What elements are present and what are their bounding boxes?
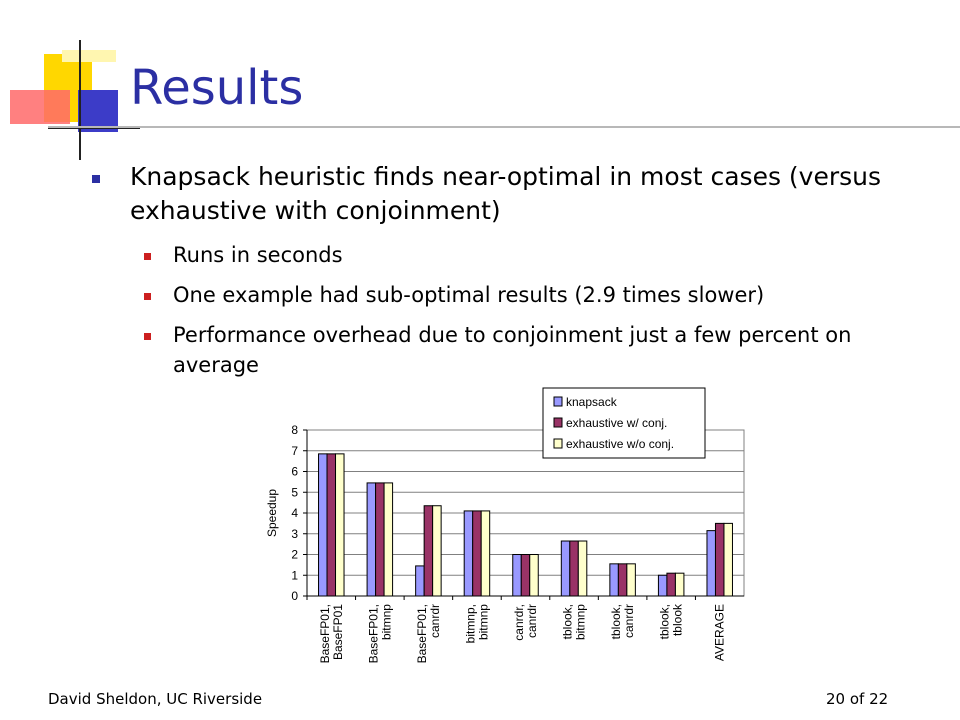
legend-label: exhaustive w/ conj. xyxy=(566,416,668,430)
y-tick-label: 1 xyxy=(291,568,298,583)
y-tick-label: 2 xyxy=(291,547,298,562)
y-tick-label: 6 xyxy=(291,464,298,479)
bar-exhaustive-w-o-conj- xyxy=(384,483,393,596)
legend-swatch xyxy=(554,397,562,406)
bar-exhaustive-w-conj- xyxy=(521,555,530,597)
footer-page-number: 20 of 22 xyxy=(826,690,889,708)
y-axis-label: Speedup xyxy=(265,488,279,538)
x-category-label: BaseFP01, xyxy=(366,604,381,664)
x-category-label: tblook xyxy=(670,604,685,637)
x-category-label: bitmnp xyxy=(379,604,394,641)
bar-exhaustive-w-o-conj- xyxy=(433,506,442,596)
bar-exhaustive-w-conj- xyxy=(327,454,336,596)
sub-bullet-3: Performance overhead due to conjoinment just a few percent on average xyxy=(173,323,852,377)
bar-knapsack xyxy=(610,564,619,596)
x-category-label: tblook, xyxy=(609,604,624,640)
bar-exhaustive-w-o-conj- xyxy=(675,573,684,596)
x-category-label: canrdr xyxy=(427,604,442,639)
bar-knapsack xyxy=(707,531,716,596)
bar-knapsack xyxy=(513,555,522,597)
x-category-label: BaseFP01, xyxy=(414,604,429,664)
x-category-label: tblook, xyxy=(657,604,672,640)
footer-author: David Sheldon, UC Riverside xyxy=(48,690,263,708)
legend-label: exhaustive w/o conj. xyxy=(566,437,675,451)
bar-exhaustive-w-conj- xyxy=(618,564,627,596)
x-category-label: canrdr xyxy=(525,604,539,639)
x-category-label: BaseFP01, xyxy=(317,604,332,664)
bar-knapsack xyxy=(464,511,473,596)
bar-exhaustive-w-conj- xyxy=(715,523,724,596)
sub-bullet-1: Runs in seconds xyxy=(173,243,343,267)
bar-exhaustive-w-o-conj- xyxy=(530,555,539,597)
bar-exhaustive-w-o-conj- xyxy=(481,511,490,596)
slide-title: Results xyxy=(130,60,304,116)
bar-knapsack xyxy=(367,483,376,596)
x-category-label: canrdr xyxy=(622,604,637,639)
bar-exhaustive-w-o-conj- xyxy=(578,541,587,596)
bar-exhaustive-w-conj- xyxy=(424,506,433,596)
y-tick-label: 5 xyxy=(291,485,298,500)
bar-exhaustive-w-conj- xyxy=(570,541,579,596)
sub-bullet-2: One example had sub-optimal results (2.9 times slower) xyxy=(173,283,765,307)
x-category-label: canrdr, xyxy=(512,604,526,641)
y-tick-label: 8 xyxy=(291,423,298,437)
bar-exhaustive-w-o-conj- xyxy=(627,564,636,596)
y-tick-label: 4 xyxy=(291,506,298,520)
bar-exhaustive-w-conj- xyxy=(376,483,385,596)
bar-exhaustive-w-conj- xyxy=(473,511,482,596)
legend-swatch xyxy=(554,439,562,448)
legend-label: knapsack xyxy=(566,395,617,409)
x-category-label: AVERAGE xyxy=(712,604,727,662)
y-tick-label: 3 xyxy=(291,526,298,541)
x-category-label: bitmnp xyxy=(573,604,588,641)
bullet-main: Knapsack heuristic finds near-optimal in most cases (versus exhaustive with conjoinment) xyxy=(130,162,882,225)
x-category-label: bitmnp xyxy=(476,604,491,641)
x-category-label: bitmnp, xyxy=(463,604,478,644)
legend-swatch xyxy=(554,418,562,427)
y-tick-label: 0 xyxy=(291,589,298,603)
x-category-label: tblook, xyxy=(560,604,575,640)
bar-knapsack xyxy=(319,454,328,596)
x-category-label: BaseFP01 xyxy=(330,604,345,661)
bar-exhaustive-w-o-conj- xyxy=(724,523,733,596)
bar-exhaustive-w-conj- xyxy=(667,573,676,596)
y-tick-label: 7 xyxy=(291,443,298,458)
bar-exhaustive-w-o-conj- xyxy=(336,454,345,596)
bar-knapsack xyxy=(561,541,570,596)
bar-knapsack xyxy=(416,566,425,596)
bar-knapsack xyxy=(658,575,667,596)
